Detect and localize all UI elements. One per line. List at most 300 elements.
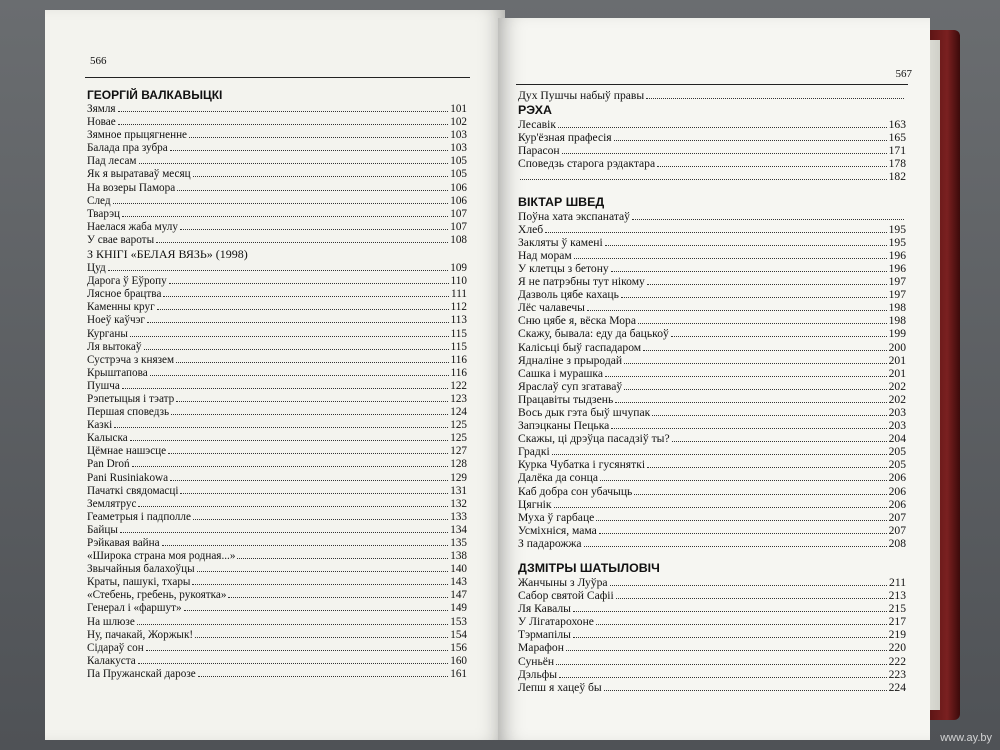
dot-leader	[163, 290, 449, 298]
toc-entry	[518, 641, 906, 654]
entry-page: 222	[888, 654, 906, 668]
entry-title: «Широка страна моя родная...»	[87, 550, 236, 563]
dot-leader	[156, 235, 448, 243]
section-heading: ГЕОРГІЙ ВАЛКАВЫЦКІ	[87, 88, 223, 102]
entry-page: 205	[888, 458, 906, 472]
toc-entry	[87, 642, 467, 655]
entry-page: 112	[450, 301, 467, 314]
entry-title: Усміхніся, мама	[518, 523, 597, 537]
entry-page: 195	[888, 222, 906, 236]
entry-page: 107	[450, 207, 467, 220]
entry-title: Калыска	[87, 432, 128, 445]
entry-page: 116	[450, 366, 467, 379]
entry-page: 217	[888, 615, 906, 629]
entry-title: Дарога ў Еўропу	[87, 275, 167, 288]
entry-title: Крыштапова	[87, 366, 148, 379]
toc-entry	[87, 275, 467, 288]
dot-leader	[599, 526, 887, 534]
entry-page: 163	[888, 118, 906, 132]
toc-entry	[518, 314, 906, 327]
dot-leader	[643, 343, 886, 351]
entry-page: 213	[888, 589, 906, 603]
entry-title: У Лігатарохоне	[518, 615, 594, 629]
toc-entry	[87, 314, 467, 327]
toc-entry	[87, 472, 467, 485]
dot-leader	[616, 591, 887, 599]
toc-entry	[87, 589, 467, 602]
dot-leader	[573, 604, 887, 612]
toc-entry	[87, 458, 467, 471]
dot-leader	[587, 303, 887, 311]
entry-page: 101	[450, 103, 467, 115]
entry-title: Градкі	[518, 445, 550, 459]
toc-entry	[87, 129, 467, 142]
toc-entry	[518, 223, 906, 236]
dot-leader	[647, 460, 887, 468]
entry-title: Споведзь старога рэдактара	[518, 157, 656, 171]
dot-leader	[170, 473, 448, 481]
entry-title: Цягнік	[518, 497, 552, 511]
entry-title: Поўна хата экспанатаў	[518, 209, 630, 223]
entry-title: Па Пружанскай дарозе	[87, 667, 196, 680]
toc-entry	[87, 511, 467, 524]
entry-page: 116	[450, 353, 467, 366]
dot-leader	[624, 356, 886, 364]
entry-title: Марафон	[518, 641, 564, 655]
dot-leader	[147, 316, 449, 324]
section-heading: З КНІГІ «БЕЛАЯ ВЯЗЬ» (1998)	[87, 247, 248, 262]
entry-page: 182	[888, 170, 906, 184]
toc-entry	[518, 170, 906, 183]
toc-entry	[87, 524, 467, 537]
section-gap	[518, 184, 906, 194]
entry-page: 140	[450, 563, 467, 576]
entry-page: 105	[450, 168, 467, 181]
entry-title: Новае	[87, 116, 116, 129]
toc-entry	[87, 380, 467, 393]
section-gap	[518, 550, 906, 560]
entry-title: Каменны круг	[87, 301, 155, 314]
right-page	[498, 18, 930, 740]
dot-leader	[611, 264, 887, 272]
entry-title: Парасон	[518, 144, 560, 158]
toc-entry	[518, 262, 906, 275]
entry-page: 125	[450, 432, 467, 445]
dot-leader	[132, 460, 449, 468]
dot-leader	[559, 670, 887, 678]
toc-entry	[87, 602, 467, 615]
entry-page: 127	[450, 445, 467, 458]
dot-leader	[610, 578, 887, 586]
dot-leader	[605, 238, 887, 246]
dot-leader	[180, 486, 448, 494]
header-rule	[516, 84, 908, 85]
entry-page: 143	[450, 576, 467, 589]
dot-leader	[122, 209, 448, 217]
toc-entry	[87, 155, 467, 168]
entry-page: 198	[888, 301, 906, 315]
entry-title: Над морам	[518, 248, 572, 262]
entry-title: Калакуста	[87, 654, 136, 667]
entry-page: 103	[450, 129, 467, 142]
entry-title: Скажу, бывала: еду да бацькоў	[518, 327, 669, 341]
dot-leader	[108, 263, 449, 271]
dot-leader	[113, 196, 449, 204]
toc-entry	[518, 628, 906, 641]
entry-page: 197	[888, 275, 906, 289]
page-number: 567	[895, 68, 912, 80]
entry-title: Дух Пушчы набыў правы	[518, 89, 645, 102]
entry-title: Курганы	[87, 327, 128, 340]
entry-title: У клетцы з бетону	[518, 261, 609, 275]
entry-page: 131	[450, 484, 467, 497]
dot-leader	[180, 222, 448, 230]
dot-leader	[621, 290, 887, 298]
toc-entry	[518, 615, 906, 628]
entry-page: 206	[888, 471, 906, 485]
section-heading: ДЗМІТРЫ ШАТЫЛОВІЧ	[518, 561, 660, 575]
entry-page: 135	[450, 537, 467, 549]
entry-title: Дазволь цябе кахаць	[518, 288, 619, 302]
toc-entry	[87, 498, 467, 511]
entry-title: Сабор святой Сафіі	[518, 589, 614, 603]
entry-page: 111	[451, 288, 467, 301]
entry-page: 203	[888, 419, 906, 433]
toc-entry	[87, 576, 467, 589]
dot-leader	[192, 578, 448, 586]
header-rule	[85, 77, 470, 78]
entry-title: Працавіты тыдзень	[518, 392, 614, 406]
toc-entry	[518, 589, 906, 602]
entry-page: 124	[450, 406, 467, 419]
entry-page: 208	[888, 536, 906, 550]
dot-leader	[604, 683, 887, 691]
dot-leader	[120, 525, 448, 533]
entry-title: З падарожжа	[518, 536, 582, 550]
entry-title: Курка Чубатка і гусяняткі	[518, 458, 646, 472]
entry-title: Лепш я хацеў бы	[518, 680, 602, 694]
dot-leader	[195, 630, 448, 638]
dot-leader	[169, 276, 449, 284]
entry-title: Дэльфы	[518, 667, 558, 681]
toc-entry	[518, 537, 906, 550]
dot-leader	[228, 591, 448, 599]
entry-title: Сню цябе я, вёска Мора	[518, 314, 636, 328]
entry-title: Наелася жаба мулу	[87, 220, 178, 233]
entry-page: 108	[450, 233, 467, 246]
entry-title: Муха ў гарбаце	[518, 510, 595, 524]
dot-leader	[574, 251, 887, 259]
entry-page: 201	[888, 353, 906, 367]
dot-leader	[157, 303, 449, 311]
entry-page: 196	[888, 248, 906, 262]
entry-title: На возеры Памора	[87, 181, 176, 194]
entry-title: Першая споведзь	[87, 406, 170, 419]
toc-entry	[87, 419, 467, 432]
entry-title: Геаметрыя і падполле	[87, 510, 191, 523]
toc-entry	[87, 301, 467, 314]
entry-page: 128	[450, 458, 467, 471]
entry-title: Сашка і мурашка	[518, 366, 604, 380]
entry-page: 115	[450, 327, 467, 340]
entry-title: Лясное брацтва	[87, 288, 162, 301]
entry-title: Pan Droń	[87, 458, 130, 471]
entry-page: 138	[450, 550, 467, 563]
dot-leader	[634, 487, 886, 495]
entry-title: У свае вароты	[87, 233, 155, 246]
entry-title: Тэрмапілы	[518, 628, 571, 642]
toc-entry	[518, 341, 906, 354]
dot-leader	[672, 434, 887, 442]
dot-leader	[193, 170, 449, 178]
entry-title: Генерал і «фаршут»	[87, 602, 182, 615]
entry-title: Цёмнае нашэсце	[87, 445, 167, 458]
toc-entry	[87, 629, 467, 642]
entry-page: 206	[888, 484, 906, 498]
entry-title: Землятрус	[87, 497, 137, 510]
toc-entry	[87, 406, 467, 419]
entry-title: Лесавік	[518, 118, 556, 132]
entry-title: Пад лесам	[87, 155, 137, 168]
toc-entry	[518, 131, 906, 144]
entry-page: 165	[888, 131, 906, 145]
dot-leader	[176, 355, 449, 363]
entry-title: Рэпетыцыя і тэатр	[87, 392, 175, 405]
entry-page: 202	[888, 392, 906, 406]
dot-leader	[198, 669, 449, 677]
entry-page: 125	[450, 419, 467, 432]
dot-leader	[615, 395, 886, 403]
entry-page: 134	[450, 523, 467, 536]
entry-page: 202	[888, 379, 906, 393]
dot-leader	[596, 617, 887, 625]
dot-leader	[632, 212, 904, 220]
toc-entry	[518, 367, 906, 380]
entry-page: 199	[888, 327, 906, 341]
entry-title: Скажы, ці дрэўца пасадзіў ты?	[518, 432, 670, 446]
entry-page: 201	[888, 366, 906, 380]
entry-page: 105	[450, 155, 467, 168]
dot-leader	[176, 394, 448, 402]
toc-entry	[87, 537, 467, 550]
entry-page: 207	[888, 510, 906, 524]
entry-title: На шлюзе	[87, 615, 135, 628]
entry-page: 223	[888, 667, 906, 681]
entry-title: Pani Rusiniakowa	[87, 471, 169, 484]
dot-leader	[118, 104, 449, 112]
toc-entry	[87, 195, 467, 208]
toc-entry	[87, 103, 467, 116]
toc-entry	[518, 458, 906, 471]
entry-page: 154	[450, 628, 467, 641]
toc-entry	[87, 116, 467, 129]
entry-title: Ля вытокаў	[87, 340, 142, 353]
toc-entry	[518, 249, 906, 262]
toc-entry	[87, 221, 467, 234]
toc-entry	[518, 432, 906, 445]
entry-title: Зямное прыцягненне	[87, 129, 188, 142]
dot-leader	[671, 329, 887, 337]
entry-title: Рэйкавая вайна	[87, 537, 160, 549]
toc-entry	[518, 471, 906, 484]
toc-entry	[518, 393, 906, 406]
dot-leader	[162, 538, 449, 546]
toc-entry	[518, 157, 906, 170]
toc-entry	[87, 354, 467, 367]
watermark: www.ay.by	[940, 732, 992, 744]
entry-page: 109	[450, 262, 467, 275]
dot-leader	[566, 644, 887, 652]
toc-entry	[87, 668, 467, 681]
dot-leader	[122, 381, 448, 389]
left-page	[45, 10, 505, 740]
entry-title: Пушча	[87, 379, 120, 392]
dot-leader	[638, 316, 887, 324]
toc-entry	[87, 550, 467, 563]
toc-entry	[87, 432, 467, 445]
entry-title: «Стебень, гребень, рукоятка»	[87, 589, 227, 602]
toc-entry	[518, 511, 906, 524]
entry-title: Суньён	[518, 654, 555, 668]
entry-title: Тварэц	[87, 207, 121, 220]
dot-leader	[189, 130, 448, 138]
toc-entry	[518, 498, 906, 511]
entry-page: 161	[450, 667, 467, 680]
entry-page: 107	[450, 220, 467, 233]
entry-title: Яраслаў суп згатаваў	[518, 379, 623, 393]
dot-leader	[584, 539, 887, 547]
entry-page: 203	[888, 405, 906, 419]
dot-leader	[114, 420, 448, 428]
entry-title: Звычайныя балахоўцы	[87, 563, 195, 576]
entry-page: 207	[888, 523, 906, 537]
entry-title: Ля Кавалы	[518, 602, 571, 616]
entry-page: 156	[450, 641, 467, 654]
dot-leader	[138, 499, 448, 507]
dot-leader	[139, 157, 449, 165]
entry-page: 160	[450, 654, 467, 667]
toc-entry	[87, 328, 467, 341]
entry-page: 149	[450, 602, 467, 615]
entry-title: Ядналіне з прыродай	[518, 353, 623, 367]
table-of-contents	[518, 89, 906, 694]
toc-entry	[518, 118, 906, 131]
toc-entry	[518, 288, 906, 301]
toc-entry	[518, 576, 906, 589]
entry-title: Я не патрэбны тут нікому	[518, 275, 645, 289]
toc-entry	[87, 288, 467, 301]
dot-leader	[600, 473, 887, 481]
dot-leader	[137, 617, 448, 625]
toc-entry	[87, 393, 467, 406]
toc-entry	[87, 182, 467, 195]
dot-leader	[138, 656, 448, 664]
toc-entry	[518, 485, 906, 498]
dot-leader	[614, 133, 887, 141]
entry-page: 153	[450, 615, 467, 628]
toc-entry	[87, 367, 467, 380]
entry-title: Пачаткі свядомасці	[87, 484, 179, 497]
entry-page: 178	[888, 157, 906, 171]
dot-leader	[144, 342, 449, 350]
toc-entry	[87, 445, 467, 458]
toc-entry	[518, 406, 906, 419]
toc-entry	[87, 341, 467, 354]
entry-title: Краты, пашукі, тхары	[87, 576, 191, 589]
toc-entry	[87, 563, 467, 576]
entry-title: Лёс чалавечы	[518, 301, 585, 315]
dot-leader	[596, 513, 886, 521]
dot-leader	[552, 447, 887, 455]
entry-title: Балада пра зубра	[87, 142, 168, 155]
dot-leader	[545, 225, 886, 233]
toc-entry	[518, 301, 906, 314]
toc-entry	[518, 524, 906, 537]
entry-page: 198	[888, 314, 906, 328]
dot-leader	[647, 277, 887, 285]
dot-leader	[130, 329, 449, 337]
toc-entry	[87, 168, 467, 181]
dot-leader	[177, 183, 448, 191]
dot-leader	[611, 421, 886, 429]
entry-title: Зямля	[87, 103, 116, 115]
entry-title: Закляты ў камені	[518, 235, 603, 249]
dot-leader	[150, 368, 449, 376]
entry-title: Казкі	[87, 419, 113, 432]
dot-leader	[652, 408, 886, 416]
dot-leader	[197, 564, 449, 572]
toc-entry	[518, 681, 906, 694]
toc-entry	[87, 208, 467, 221]
entry-title: Запэцканы Пецька	[518, 419, 610, 433]
entry-page: 195	[888, 235, 906, 249]
dot-leader	[562, 146, 887, 154]
entry-page: 196	[888, 261, 906, 275]
dot-leader	[646, 91, 904, 99]
entry-title: След	[87, 194, 111, 207]
toc-entry	[87, 262, 467, 275]
toc-entry	[518, 445, 906, 458]
toc-entry	[518, 89, 906, 102]
entry-title: Вось дык гэта быў шчупак	[518, 405, 651, 419]
entry-page: 197	[888, 288, 906, 302]
toc-entry	[518, 275, 906, 288]
entry-title: Кур'ёзная прафесія	[518, 131, 612, 145]
entry-page: 106	[450, 181, 467, 194]
section-heading: РЭХА	[518, 103, 552, 118]
toc-entry	[87, 142, 467, 155]
dot-leader	[171, 407, 448, 415]
entry-page: 171	[888, 144, 906, 158]
dot-leader	[170, 144, 449, 152]
entry-title: Як я выратаваў месяц	[87, 168, 191, 181]
toc-entry	[518, 354, 906, 367]
entry-page: 133	[450, 510, 467, 523]
entry-title: Калісьці быў гаспадаром	[518, 340, 642, 354]
entry-page: 123	[450, 392, 467, 405]
dot-leader	[237, 551, 448, 559]
dot-leader	[554, 500, 887, 508]
entry-title: Сустрэча з князем	[87, 353, 175, 366]
entry-title: Далёка да сонца	[518, 471, 599, 485]
entry-title: Жанчыны з Луўра	[518, 576, 608, 589]
table-of-contents	[87, 88, 467, 681]
dot-leader	[657, 159, 886, 167]
entry-title: Каб добра сон убачыць	[518, 484, 633, 498]
toc-entry	[87, 485, 467, 498]
entry-page: 224	[888, 680, 906, 694]
toc-entry	[87, 234, 467, 247]
